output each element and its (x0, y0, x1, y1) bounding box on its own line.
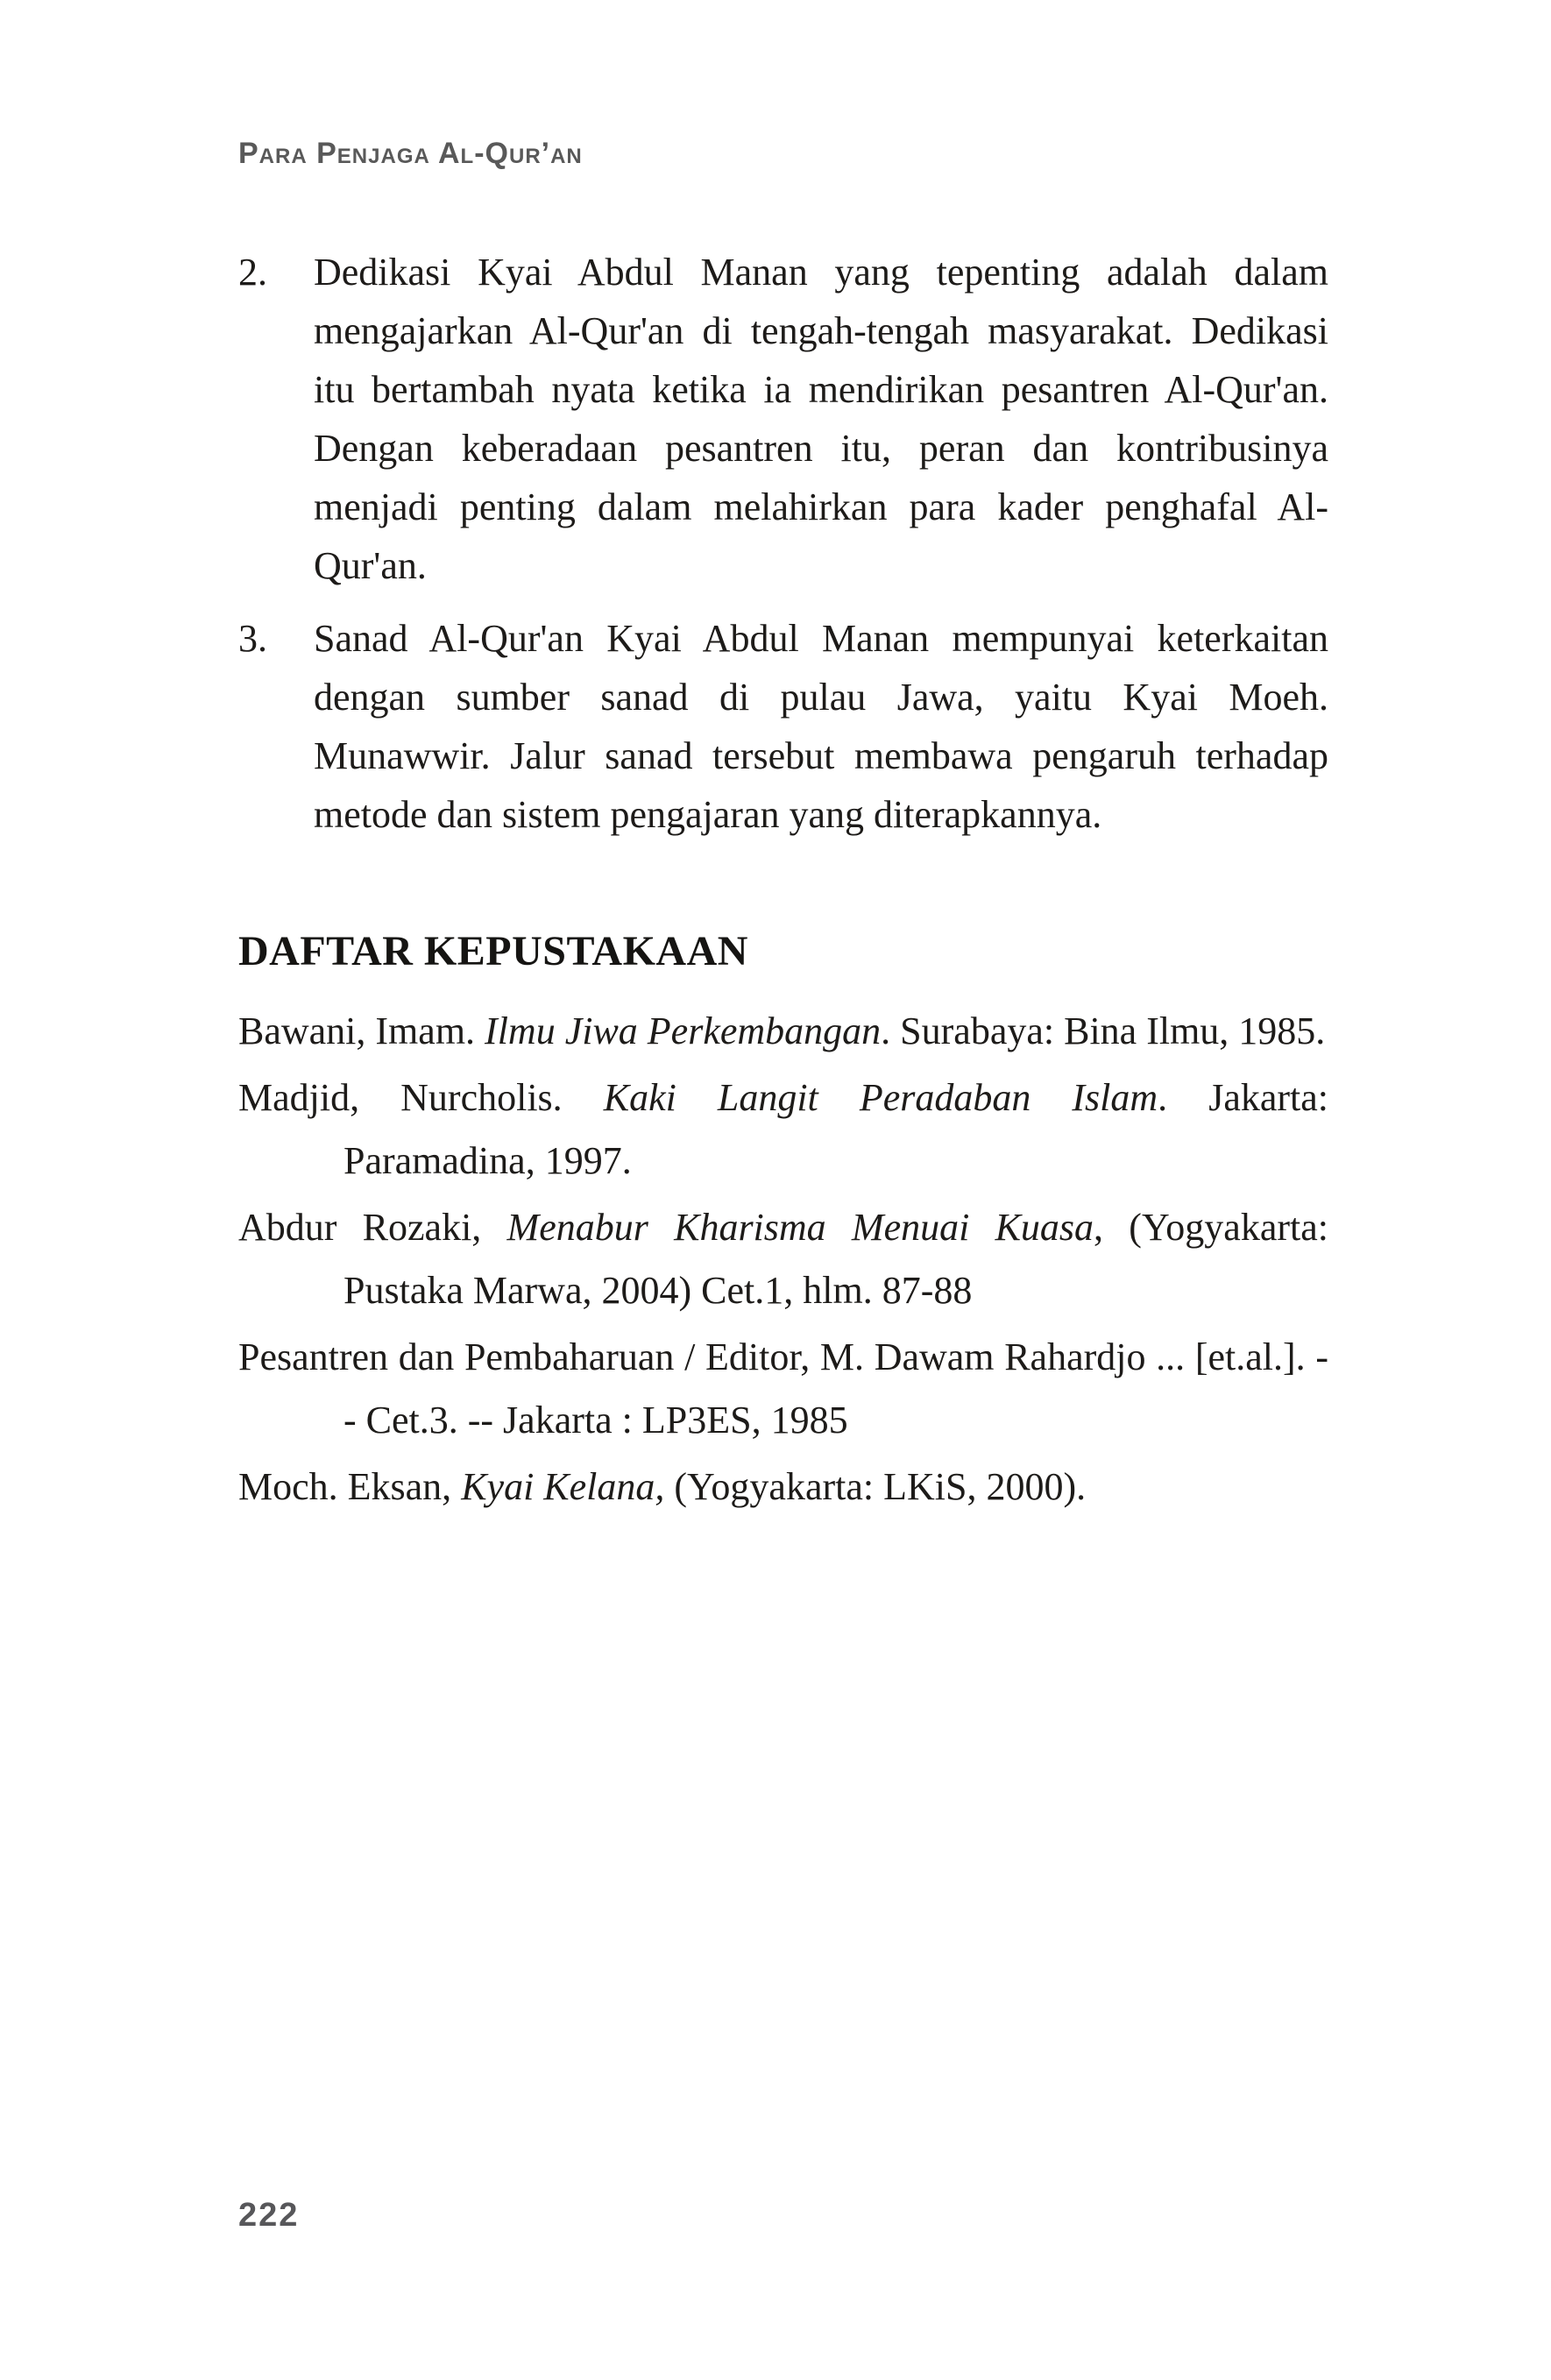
bibliography-entry (238, 1066, 1328, 1193)
running-header: Para Penjaga Al-Qur’an (238, 137, 583, 170)
list-item-text: Dedikasi Kyai Abdul Manan yang tepenting adalah dalam mengajarkan Al-Qur'an di tengah-tengah masyarakat. Dedikasi itu bertambah nyata ketika ia mendirikan pesantren Al-Qur'an. Dengan keberadaan pesantren itu, peran dan kontribusinya menjadi penting dalam melahirkan para kader penghafal Al-Qur'an. (314, 251, 1328, 587)
bibliography-entry (238, 1326, 1328, 1452)
book-title: Ilmu Jiwa Perkembangan (485, 1009, 882, 1052)
book-title: Kyai Kelana, (461, 1465, 665, 1508)
list-item (238, 243, 1328, 595)
bib-entry-text: Bawani, Imam. (238, 1009, 485, 1052)
bib-entry-text: Pesantren dan Pembaharuan / Editor, M. Dawam Rahardjo ... [et.al.]. -- Cet.3. -- Jakarta : LP3ES, 1985 (238, 1335, 1328, 1441)
bib-entry-text: Abdur Rozaki, (238, 1206, 507, 1249)
list-item-number: 2. (238, 251, 267, 294)
bibliography-entry (238, 1456, 1328, 1519)
list-item-text: Sanad Al-Qur'an Kyai Abdul Manan mempunyai keterkaitan dengan sumber sanad di pulau Jawa, yaitu Kyai Moeh. Munawwir. Jalur sanad tersebut membawa pengaruh terhadap metode dan sistem pengajaran yang diterapkannya. (314, 617, 1328, 836)
bib-entry-text: (Yogyakarta: LKiS, 2000). (664, 1465, 1087, 1508)
bib-entry-text: Madjid, Nurcholis. (238, 1076, 604, 1119)
bibliography-heading: DAFTAR KEPUSTAKAAN (238, 928, 748, 974)
bib-entry-text: , (Yogyakarta: Pustaka Marwa, 2004) Cet.1, hlm. 87-88 (343, 1206, 1328, 1312)
bibliography-entry (238, 1196, 1328, 1322)
book-title: Menabur Kharisma Menuai Kuasa (506, 1206, 1094, 1249)
bib-entry-text: Moch. Eksan, (238, 1465, 462, 1508)
page-number: 222 (238, 2197, 300, 2234)
list-item-number: 3. (238, 617, 267, 660)
bibliography-list (238, 1000, 1328, 1522)
book-title: Kaki Langit Peradaban Islam (603, 1076, 1158, 1119)
bibliography-entry (238, 1000, 1328, 1063)
bib-entry-text: . Surabaya: Bina Ilmu, 1985. (881, 1009, 1326, 1052)
list-item (238, 609, 1328, 844)
conclusion-list (238, 243, 1328, 844)
bib-entry-text: . Jakarta: Paramadina, 1997. (343, 1076, 1329, 1182)
